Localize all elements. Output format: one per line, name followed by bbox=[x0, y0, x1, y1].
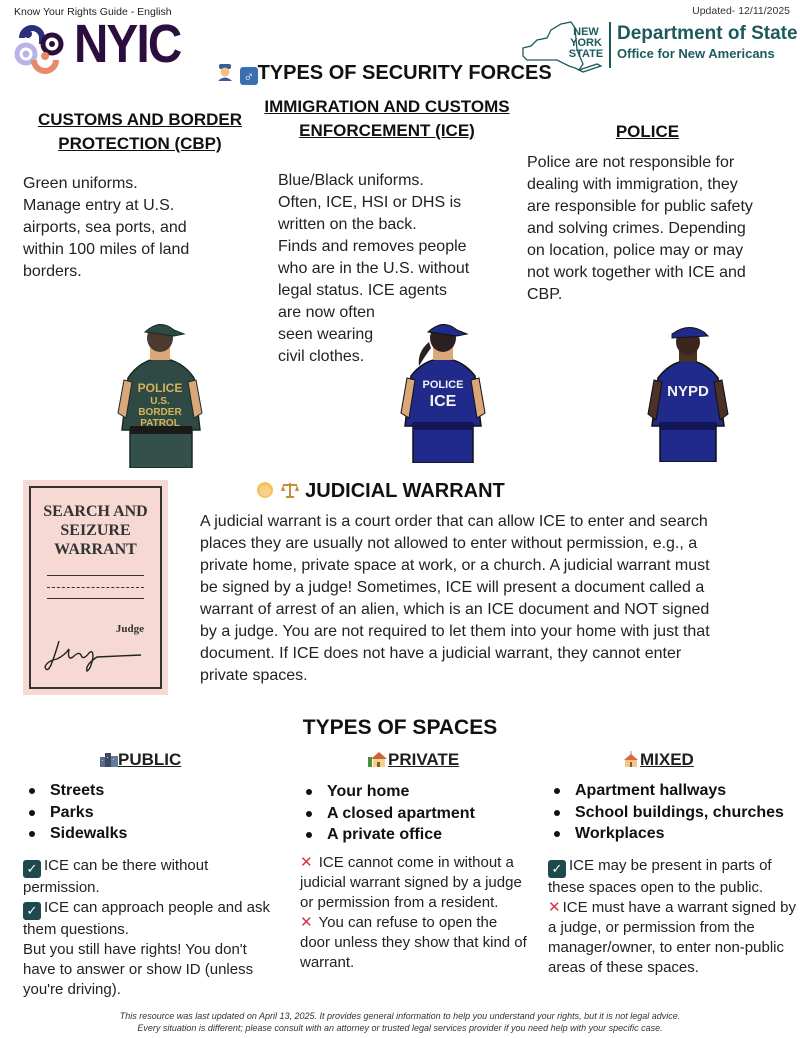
warrant-line bbox=[47, 598, 144, 599]
checkmark-icon: ✓ bbox=[23, 902, 41, 920]
uniform-text: U.S. bbox=[150, 396, 170, 407]
list-item: Apartment hallways bbox=[548, 780, 784, 802]
note-item: ✓ ICE can approach people and ask them questions. bbox=[23, 899, 270, 938]
note-item: ✓ ICE may be present in parts of these spaces open to the public. bbox=[548, 857, 772, 896]
cross-icon: ✕ bbox=[548, 899, 561, 916]
uniform-text: BORDER bbox=[138, 407, 182, 418]
types-of-spaces-title: TYPES OF SPACES bbox=[302, 716, 498, 739]
police-description: Police are not responsible for dealing with immigration, they are responsible for public safety and solving crimes. Depending on location, police may or may not work together with ICE and CBP. bbox=[527, 154, 753, 303]
security-forces-title: ♂ TYPES OF SECURITY FORCES bbox=[216, 62, 552, 85]
uniform-text: POLICE bbox=[422, 379, 464, 391]
warrant-dashed-line bbox=[47, 587, 144, 588]
cross-icon: ✕ bbox=[300, 914, 313, 931]
warrant-line bbox=[47, 575, 144, 576]
cityscape-icon bbox=[100, 751, 118, 767]
list-item: Sidewalks bbox=[23, 823, 127, 845]
house-icon bbox=[368, 751, 388, 767]
list-item: A closed apartment bbox=[300, 803, 475, 825]
church-icon bbox=[622, 751, 640, 767]
list-item: Your home bbox=[300, 781, 475, 803]
private-spaces-list bbox=[300, 781, 475, 846]
checkmark-icon: ✓ bbox=[548, 860, 566, 878]
guide-label: Know Your Rights Guide - English bbox=[14, 6, 172, 18]
warrant-document-title: SEARCH AND SEIZURE WARRANT bbox=[43, 503, 148, 558]
note-item: ✕ ICE cannot come in without a judicial warrant signed by a judge or permission from a resident. bbox=[300, 854, 522, 911]
cross-icon: ✕ bbox=[300, 854, 313, 871]
list-item: School buildings, churches bbox=[548, 802, 784, 824]
judicial-warrant-title: JUDICIAL WARRANT bbox=[256, 480, 505, 503]
judge-label: Judge bbox=[115, 623, 144, 635]
disclaimer-footer: This resource was last updated on April 13, 2025. It provides general information to help you understand your rights, but it is not legal advice. Every situation is different; please consult with an attorney or trusted legal services provider if you need help with your specific case. bbox=[119, 1011, 681, 1033]
dos-title: Department of State bbox=[617, 23, 798, 44]
list-item: Streets bbox=[23, 780, 127, 802]
mixed-spaces-list bbox=[548, 780, 784, 845]
nypd-officer-illustration bbox=[640, 322, 735, 462]
nys-label: NEW YORK STATE bbox=[568, 26, 604, 60]
private-notes bbox=[300, 853, 530, 973]
ice-officer-illustration bbox=[395, 318, 490, 463]
note-item: ✕ ICE must have a warrant signed by a judge, or permission from the manager/owner, to enter non-public areas of these spaces. bbox=[548, 899, 797, 976]
mixed-notes bbox=[548, 856, 798, 978]
judicial-warrant-description: A judicial warrant is a court order that can allow ICE to enter and search places they are usually not allowed to enter without permission, e.g., a private home, private space at work, or a church. A judicial warrant must be signed by a judge! Sometimes, ICE will present a document called a warrant of arrest of an alien, which is an ICE document and NOT signed by a judge. You are not required to let them into your home with just that document. If ICE does not have a judicial warrant, they cannot enter private spaces. bbox=[200, 513, 710, 684]
list-item: Parks bbox=[23, 802, 127, 824]
scales-icon bbox=[280, 481, 300, 499]
public-notes bbox=[23, 856, 281, 1000]
checkmark-icon: ✓ bbox=[23, 860, 41, 878]
cbp-description: Green uniforms. Manage entry at U.S. airports, sea ports, and within 100 miles of land borders. bbox=[23, 175, 190, 280]
cbp-heading: CUSTOMS AND BORDER PROTECTION (CBP) bbox=[37, 110, 242, 153]
dos-subtitle: Office for New Americans bbox=[617, 46, 775, 61]
public-spaces-list bbox=[23, 780, 127, 845]
police-heading: POLICE bbox=[615, 122, 680, 141]
ice-heading: IMMIGRATION AND CUSTOMS ENFORCEMENT (ICE) bbox=[264, 97, 510, 140]
note-item: ✓ ICE can be there without permission. bbox=[23, 857, 209, 896]
list-item: A private office bbox=[300, 824, 475, 846]
note-item: ✕ You can refuse to open the door unless they show that kind of warrant. bbox=[300, 914, 527, 971]
updated-date: Updated- 12/11/2025 bbox=[692, 5, 790, 17]
list-item: Workplaces bbox=[548, 823, 784, 845]
mixed-heading: MIXED bbox=[622, 750, 694, 770]
uniform-text: POLICE bbox=[137, 381, 183, 395]
logo-divider bbox=[609, 22, 611, 68]
note-item: But you still have rights! You don't have to answer or show ID (unless you're driving). bbox=[23, 941, 254, 998]
uniform-text: ICE bbox=[429, 393, 457, 410]
nyic-logo-icon bbox=[14, 20, 72, 74]
private-heading: PRIVATE bbox=[368, 750, 459, 770]
signature-icon bbox=[41, 635, 151, 675]
male-sign-icon: ♂ bbox=[240, 67, 258, 85]
public-heading: PUBLIC bbox=[100, 750, 181, 770]
cbp-officer-illustration bbox=[110, 318, 210, 468]
judge-icon bbox=[256, 481, 274, 499]
police-officer-icon bbox=[216, 63, 234, 81]
uniform-text: PATROL bbox=[140, 418, 180, 429]
warrant-document-illustration bbox=[23, 480, 168, 695]
nyic-logo-text: NYIC bbox=[74, 14, 181, 74]
ice-description: Blue/Black uniforms. Often, ICE, HSI or DHS is written on the back. Finds and removes people who are in the U.S. without legal status. ICE agents are now often seen wearing civil clothes. bbox=[278, 172, 470, 365]
uniform-text: NYPD bbox=[667, 383, 709, 400]
